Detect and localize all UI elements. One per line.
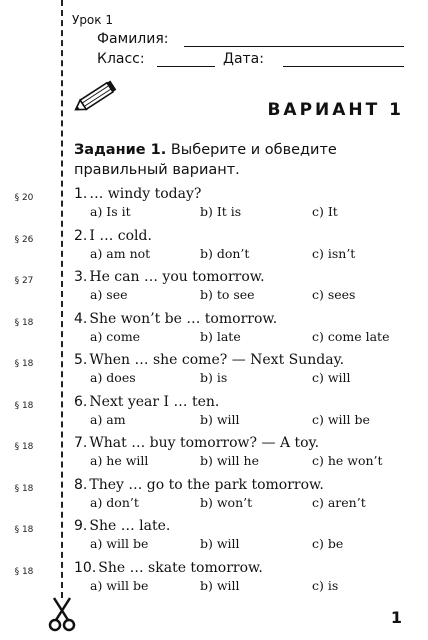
answer-option[interactable]: b) late xyxy=(200,328,241,344)
surname-field[interactable] xyxy=(184,46,404,47)
question-item xyxy=(74,435,414,470)
answer-option[interactable]: b) is xyxy=(200,370,228,385)
question-item xyxy=(74,269,414,304)
answer-option[interactable]: a) will be xyxy=(90,577,149,593)
question-stem xyxy=(74,477,414,493)
answer-option[interactable]: a) Is it xyxy=(90,204,131,219)
question-number: 3. xyxy=(74,269,88,285)
answer-option[interactable]: c) will be xyxy=(312,411,370,427)
section-reference: § 18 xyxy=(14,566,34,577)
task-text: Выберите и обведите правильный вариант. xyxy=(74,142,337,178)
question-item xyxy=(74,186,414,221)
question-item xyxy=(74,477,414,512)
answer-option[interactable]: c) isn’t xyxy=(312,245,356,261)
question-item xyxy=(74,228,414,263)
surname-label: Фамилия: xyxy=(97,31,169,47)
question-number: 2. xyxy=(74,227,88,244)
section-reference: § 18 xyxy=(14,525,34,535)
question-number: 6. xyxy=(74,393,88,410)
answer-option[interactable]: a) does xyxy=(90,370,136,385)
question-text: He can … you tomorrow. xyxy=(89,269,265,285)
section-reference: § 20 xyxy=(14,193,34,203)
answer-option[interactable]: c) sees xyxy=(312,287,356,302)
task-label: Задание 1. xyxy=(74,142,167,158)
answer-option[interactable]: a) come xyxy=(90,328,141,344)
answer-option[interactable]: c) be xyxy=(312,536,344,551)
question-stem xyxy=(74,228,414,244)
answer-option[interactable]: a) am xyxy=(90,411,126,427)
question-item xyxy=(74,352,414,387)
scissors-icon xyxy=(48,596,76,632)
question-stem xyxy=(74,560,414,576)
answer-option[interactable]: a) don’t xyxy=(90,494,139,510)
date-label: Дата: xyxy=(223,51,264,67)
question-text: What … buy tomorrow? — A toy. xyxy=(89,435,320,451)
section-reference: § 18 xyxy=(14,317,34,328)
answer-option[interactable]: b) It is xyxy=(200,204,242,219)
answer-option[interactable]: c) will xyxy=(312,370,351,385)
answer-option[interactable]: b) to see xyxy=(200,287,255,302)
question-stem xyxy=(74,352,414,368)
question-text: Next year I … ten. xyxy=(89,393,220,410)
question-number: 5. xyxy=(74,352,88,368)
section-reference: § 18 xyxy=(14,483,34,494)
answer-option[interactable]: c) he won’t xyxy=(312,453,383,468)
question-stem xyxy=(74,186,414,202)
question-item xyxy=(74,394,414,429)
question-text: She won’t be … tomorrow. xyxy=(89,310,278,327)
answer-option[interactable]: c) come late xyxy=(312,328,390,344)
question-stem xyxy=(74,269,414,285)
variant-title: ВАРИАНТ 1 xyxy=(267,100,404,120)
question-number: 1. xyxy=(74,186,88,202)
class-field[interactable] xyxy=(157,66,215,67)
answer-option[interactable]: b) don’t xyxy=(200,245,250,261)
answer-option[interactable]: b) will xyxy=(200,536,240,551)
question-stem xyxy=(74,518,414,534)
answer-option[interactable]: c) It xyxy=(312,204,338,219)
question-text: … windy today? xyxy=(89,186,202,202)
question-number: 10. xyxy=(74,559,97,576)
section-reference: § 18 xyxy=(14,442,34,452)
class-label: Класс: xyxy=(97,51,145,67)
date-field[interactable] xyxy=(283,66,404,67)
cut-line xyxy=(61,0,63,598)
question-text: When … she come? — Next Sunday. xyxy=(89,352,345,368)
question-text: She … skate tomorrow. xyxy=(98,559,263,576)
lesson-label: Урок 1 xyxy=(72,13,113,27)
question-stem xyxy=(74,394,414,410)
question-item xyxy=(74,311,414,346)
page-number: 1 xyxy=(390,608,402,627)
answer-option[interactable]: c) aren’t xyxy=(312,494,366,510)
task-instruction xyxy=(74,140,408,180)
question-text: She … late. xyxy=(89,518,171,534)
answer-option[interactable]: a) will be xyxy=(90,536,149,551)
answer-option[interactable]: b) will he xyxy=(200,453,259,468)
question-item xyxy=(74,560,414,595)
question-stem xyxy=(74,311,414,327)
section-reference: § 18 xyxy=(14,359,34,369)
answer-option[interactable]: a) am not xyxy=(90,245,151,261)
section-reference: § 27 xyxy=(14,276,34,286)
question-text: I … cold. xyxy=(89,227,152,244)
question-number: 4. xyxy=(74,310,88,327)
answer-option[interactable]: b) won’t xyxy=(200,494,253,510)
question-item xyxy=(74,518,414,553)
answer-option[interactable]: a) he will xyxy=(90,453,149,468)
question-number: 8. xyxy=(74,476,88,493)
answer-option[interactable]: b) will xyxy=(200,577,240,593)
question-number: 7. xyxy=(74,435,88,451)
section-reference: § 26 xyxy=(14,234,34,245)
answer-option[interactable]: c) is xyxy=(312,577,339,593)
section-reference: § 18 xyxy=(14,400,34,411)
question-stem xyxy=(74,435,414,451)
pencil-icon xyxy=(72,80,120,114)
question-text: They … go to the park tomorrow. xyxy=(89,476,324,493)
question-number: 9. xyxy=(74,518,88,534)
answer-option[interactable]: a) see xyxy=(90,287,128,302)
answer-option[interactable]: b) will xyxy=(200,411,240,427)
